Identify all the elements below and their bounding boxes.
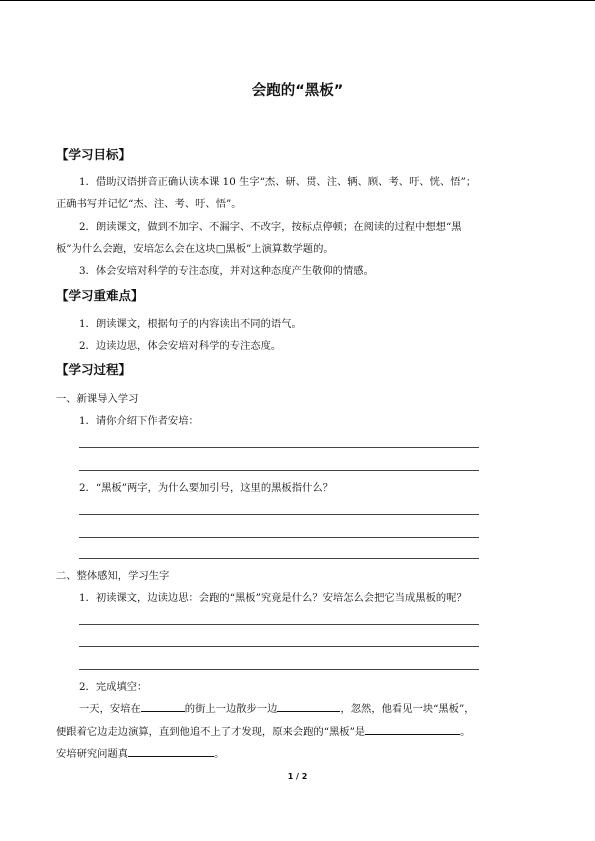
answer-line[interactable]	[79, 447, 479, 448]
fill-text-e: 。	[460, 726, 471, 738]
section-1-title: 一、新课导入学习	[56, 393, 139, 405]
blank-field[interactable]	[141, 700, 185, 712]
page-number: 1 / 2	[287, 772, 308, 781]
fill-text-a: 一天，安培在	[79, 703, 141, 715]
answer-line[interactable]	[79, 470, 479, 471]
goal-1-line-1: 1．借助汉语拼音正确认读本课 10 生字“杰、研、贯、注、辆、顾、考、吁、恍、悟”；	[79, 176, 477, 188]
page-title: 会跑的“黑板”	[251, 83, 344, 99]
goal-2-line-2: 板”为什么会跑，安培怎么会在这块□黑板”上演算数学题的。	[56, 243, 334, 255]
fill-text-g: 。	[214, 748, 225, 760]
section-1-question-1: 1．请你介绍下作者安培：	[79, 415, 199, 427]
key-point-2: 2．边读边思，体会安培对科学的专注态度。	[79, 340, 282, 352]
goal-2-line-1: 2．朗读课文，做到不加字、不漏字、不改字，按标点停顿；在阅读的过程中想想“黑	[79, 221, 462, 233]
fill-text-b: 的街上一边散步一边	[184, 703, 278, 715]
blank-field[interactable]	[277, 700, 340, 712]
goal-1-line-2: 正确书写并记忆“杰、注、考、吁、悟”。	[56, 198, 242, 210]
fill-text-d: 便跟着它边走边演算，直到他追不上了才发现，原来会跑的“黑板”是	[56, 726, 366, 738]
fill-blank-line-2	[56, 723, 470, 739]
fill-text-f: 安培研究问题真	[56, 748, 129, 760]
key-points-heading: 【学习重难点】	[56, 288, 144, 303]
key-point-1: 1．朗读课文，根据句子的内容读出不同的语气。	[79, 318, 302, 330]
answer-line[interactable]	[79, 537, 479, 538]
goal-3: 3．体会安培对科学的专注态度，并对这种态度产生敬仰的情感。	[79, 265, 374, 277]
section-2-title: 二、整体感知，学习生字	[56, 570, 170, 582]
goals-heading: 【学习目标】	[56, 147, 132, 162]
answer-line[interactable]	[79, 646, 479, 647]
section-1-question-2: 2．“黑板”两字，为什么要加引号，这里的黑板指什么？	[79, 482, 333, 494]
answer-line[interactable]	[79, 558, 479, 559]
answer-line[interactable]	[79, 669, 479, 670]
blank-field[interactable]	[365, 723, 460, 735]
fill-blank-line-1	[79, 700, 475, 716]
fill-blank-line-3	[56, 745, 224, 761]
process-heading: 【学习过程】	[56, 362, 132, 377]
section-2-question-1: 1．初读课文，边读边思：会跑的“黑板”究竟是什么？安培怎么会把它当成黑板的呢？	[79, 592, 467, 604]
header-rule	[0, 0, 595, 1]
answer-line[interactable]	[79, 624, 479, 625]
section-2-question-2: 2．完成填空：	[79, 681, 148, 693]
fill-text-c: ，忽然，他看见一块“黑板”，	[340, 703, 475, 715]
answer-line[interactable]	[79, 514, 479, 515]
blank-field[interactable]	[128, 745, 214, 757]
